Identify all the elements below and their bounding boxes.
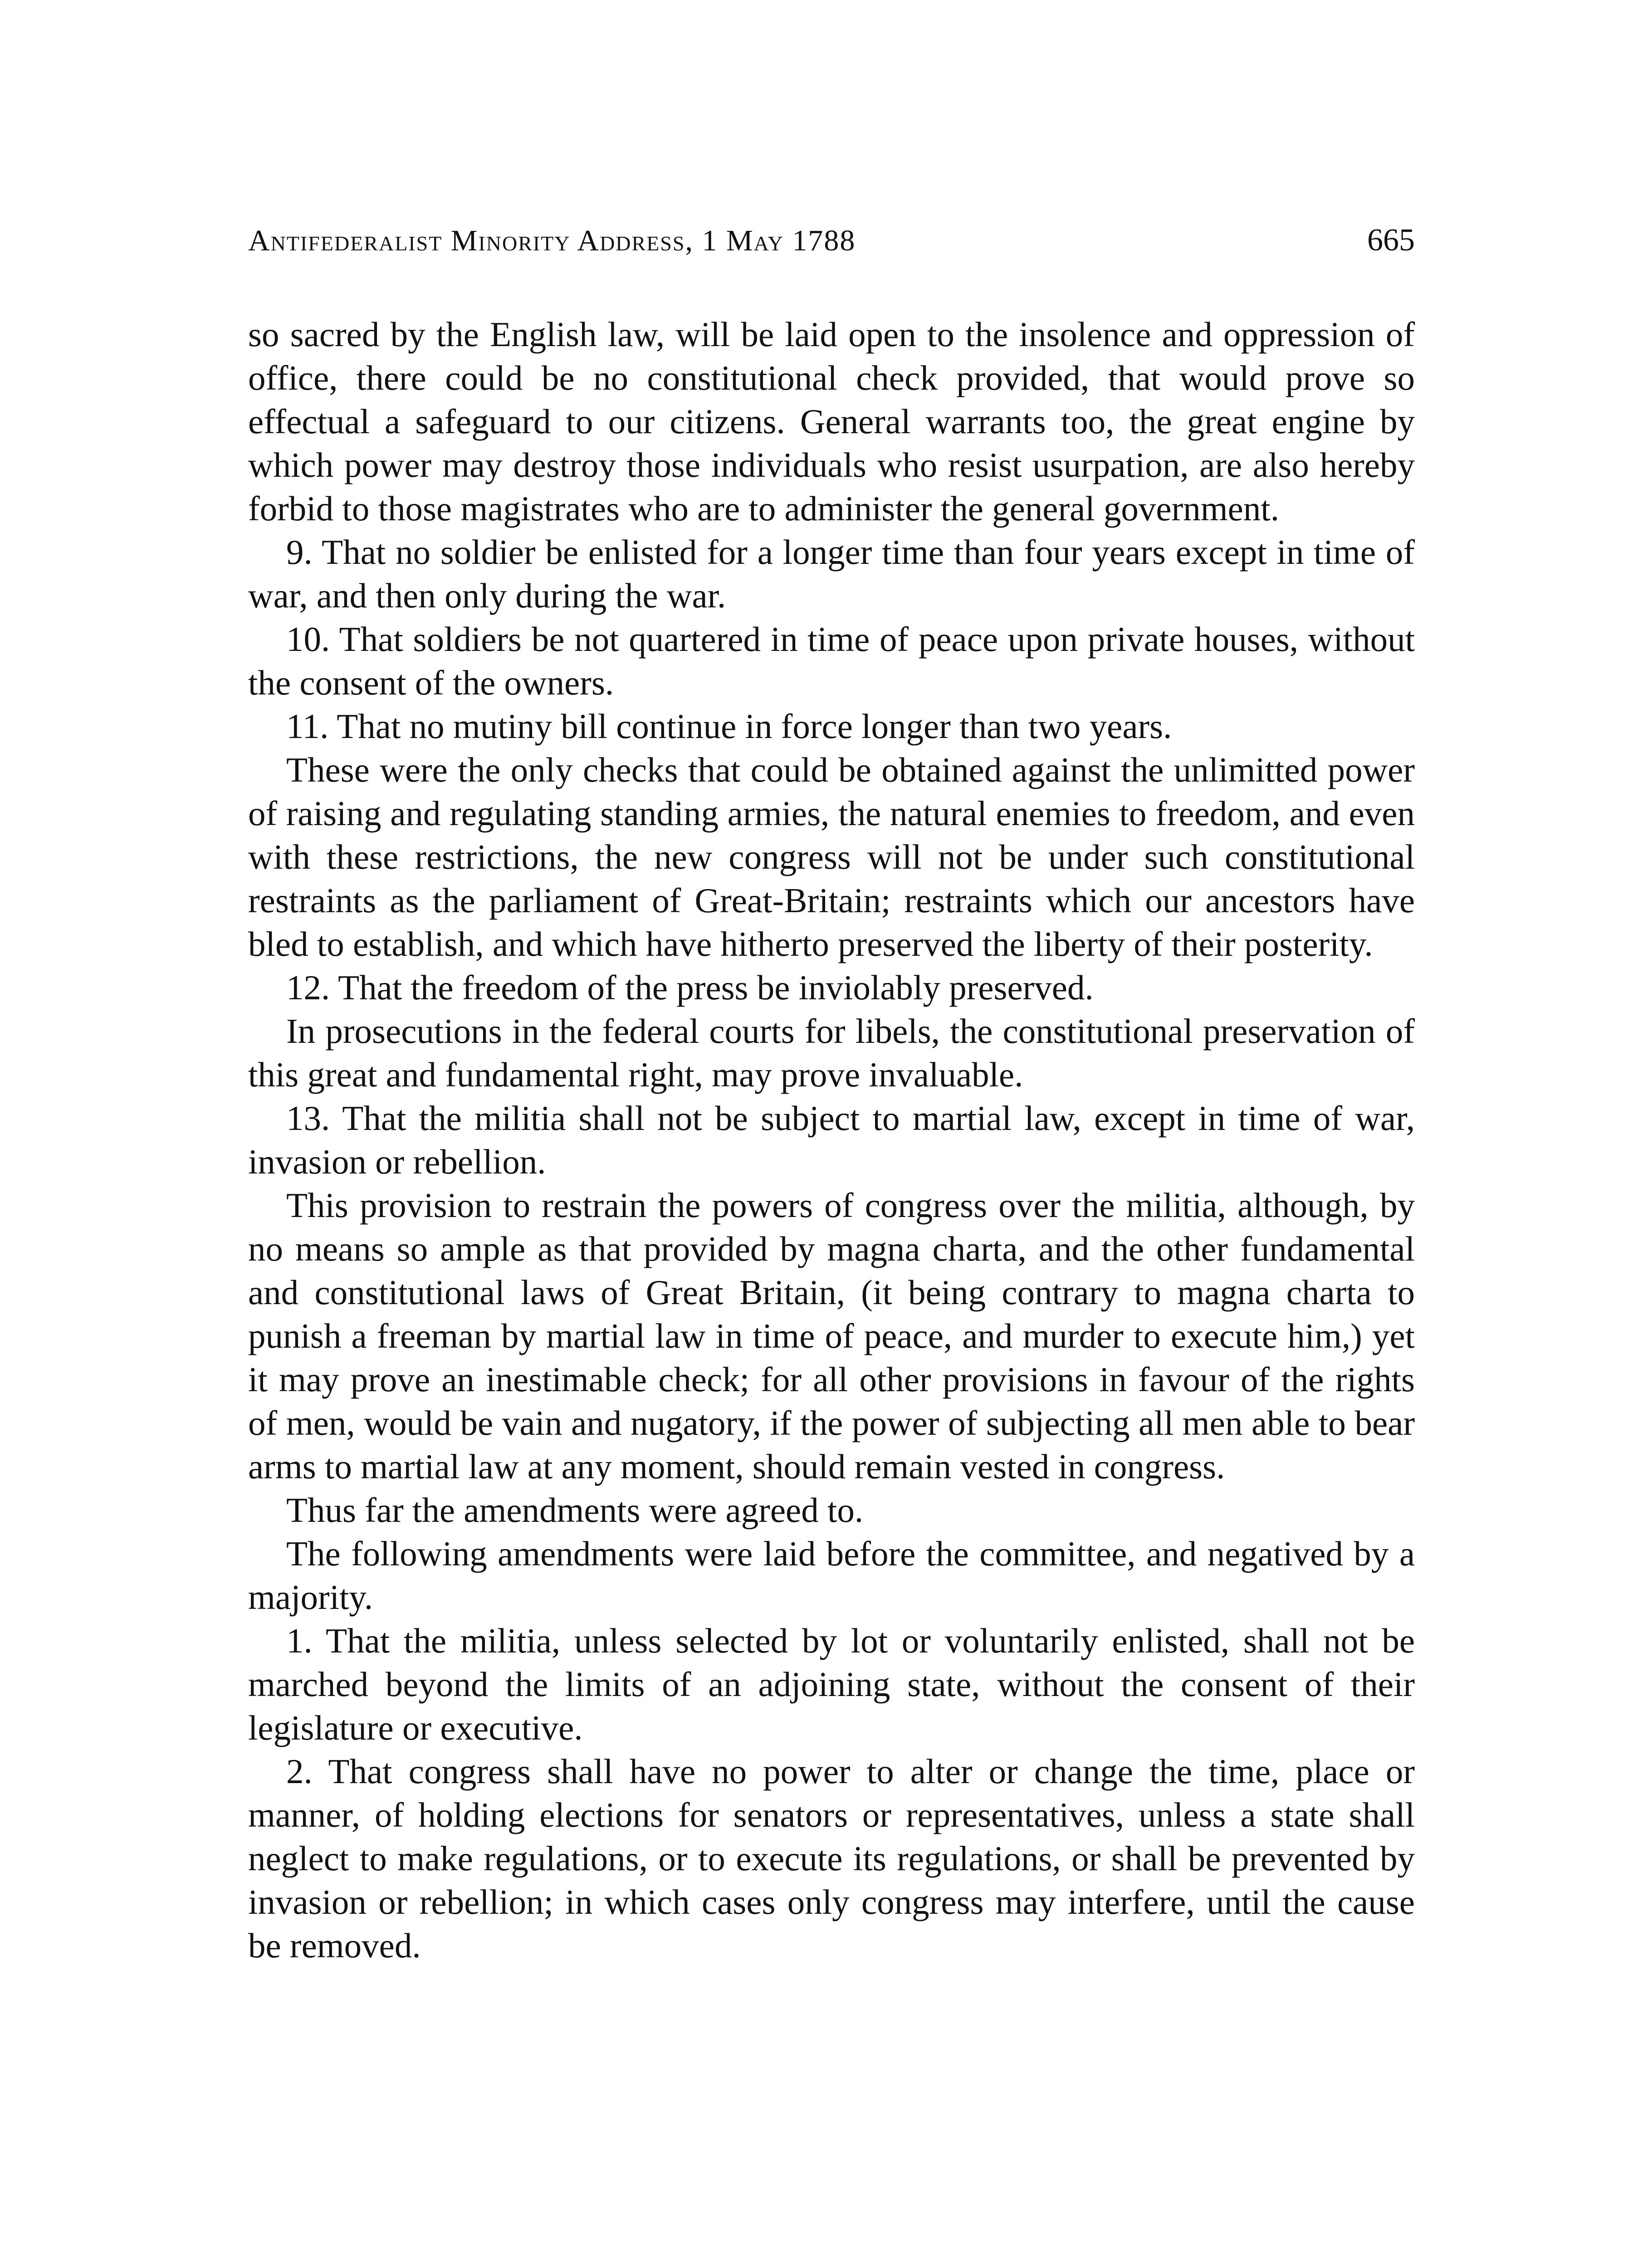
paragraph: 12. That the freedom of the press be inviolably preserved. (286, 968, 1094, 1007)
running-title: Antifederalist Minority Address, 1 May 1788 (248, 224, 856, 257)
paragraph: 11. That no mutiny bill continue in force longer than two years. (286, 707, 1172, 746)
paragraph: 2. That congress shall have no power to alter or change the time, place or manner, of holding elections for senators or representatives, unless a state shall neglect to make regulations, or to execute its regulations, or shall be prevented by invasion or rebellion; in which cases only congress may interfere, until the cause be removed. (248, 1752, 1415, 1965)
paragraph: 10. That soldiers be not quartered in time of peace upon private houses, without the consent of the owners. (248, 620, 1415, 702)
paragraph: 1. That the militia, unless selected by lot or voluntarily enlisted, shall not be marched beyond the limits of an adjoining state, without the consent of their legislature or executive. (248, 1621, 1415, 1747)
paragraph: so sacred by the English law, will be laid open to the insolence and oppression of office, there could be no constitutional check provided, that would prove so effectual a safeguard to our citizens. General warrants too, the great engine by which power may destroy those individuals who resist usurpation, are also hereby forbid to those magistrates who are to administer the general government. (248, 315, 1415, 528)
paragraph: In prosecutions in the federal courts for libels, the constitutional preservation of this great and fundamental right, may prove invaluable. (248, 1012, 1415, 1094)
document-page (248, 218, 1415, 1967)
paragraph: This provision to restrain the powers of congress over the militia, although, by no means so ample as that provided by magna charta, and the other fundamental and constitutional laws of Great Britain, (it being contrary to magna charta to punish a freeman by martial law in time of peace, and murder to execute him,) yet it may prove an inestimable check; for all other provisions in favour of the rights of men, would be vain and nugatory, if the power of subjecting all men able to bear arms to martial law at any moment, should remain vested in congress. (248, 1186, 1415, 1486)
paragraph: The following amendments were laid before the committee, and negatived by a majority. (248, 1534, 1415, 1617)
running-head (248, 218, 1415, 264)
paragraph: 13. That the militia shall not be subject to martial law, except in time of war, invasion or rebellion. (248, 1099, 1415, 1181)
paragraph: Thus far the amendments were agreed to. (286, 1491, 864, 1530)
body-text (248, 313, 1415, 1967)
page-number: 665 (1367, 223, 1415, 258)
paragraph: These were the only checks that could be obtained against the unlimitted power of raising and regulating standing armies, the natural enemies to freedom, and even with these restrictions, the new congress will not be under such constitutional restraints as the parliament of Great-Britain; restraints which our ancestors have bled to establish, and which have hitherto preserved the liberty of their posterity. (248, 750, 1415, 963)
paragraph: 9. That no soldier be enlisted for a longer time than four years except in time of war, and then only during the war. (248, 533, 1415, 615)
